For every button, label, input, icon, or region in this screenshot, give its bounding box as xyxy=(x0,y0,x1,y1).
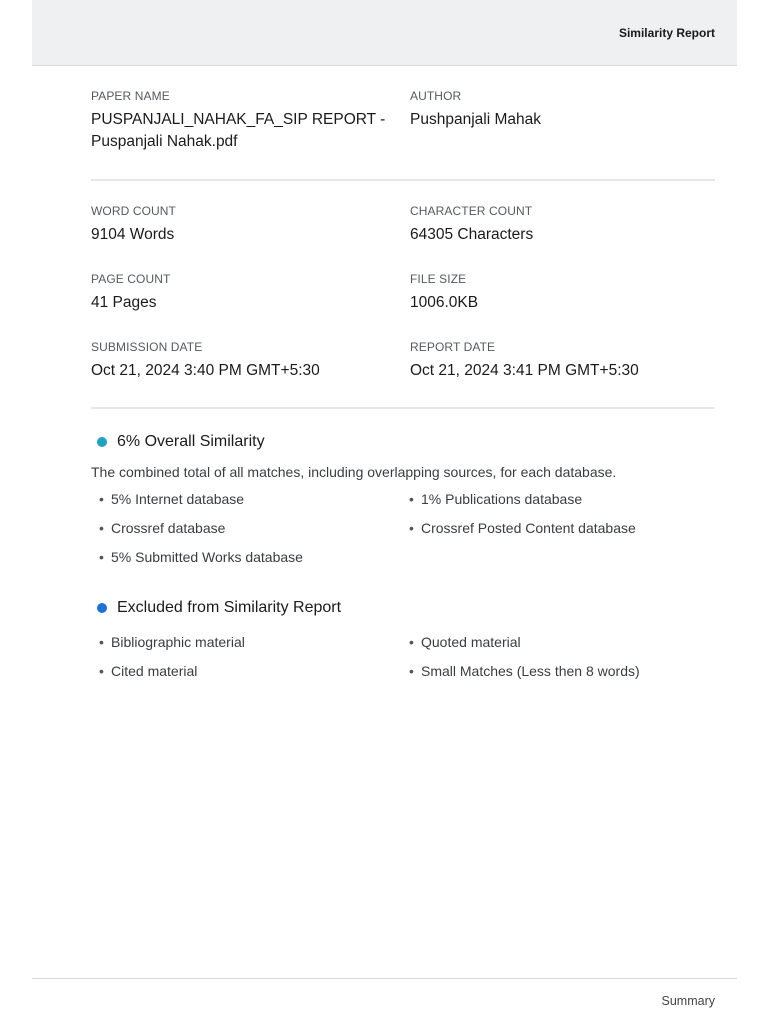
excluded-heading-text: Excluded from Similarity Report xyxy=(117,599,342,616)
report-date-value: Oct 21, 2024 3:41 PM GMT+5:30 xyxy=(410,362,639,379)
submission-date-label: SUBMISSION DATE xyxy=(91,340,203,354)
page-count-field xyxy=(91,272,391,314)
list-item: • Quoted material xyxy=(409,634,521,650)
word-count-field xyxy=(91,204,391,246)
divider xyxy=(91,179,715,181)
list-item: • Crossref database xyxy=(99,520,226,536)
paper-name-field xyxy=(91,89,401,153)
list-item: • Small Matches (Less then 8 words) xyxy=(409,663,640,679)
author-label: AUTHOR xyxy=(410,89,462,103)
report-date-field xyxy=(410,340,710,382)
character-count-field xyxy=(410,204,710,246)
paper-name-label: PAPER NAME xyxy=(91,89,170,103)
list-item: • Crossref Posted Content database xyxy=(409,520,636,536)
paper-name-value: PUSPANJALI_NAHAK_FA_SIP REPORT - Puspanjali Nahak.pdf xyxy=(91,111,386,150)
word-count-value: 9104 Words xyxy=(91,226,175,243)
similarity-heading-text: 6% Overall Similarity xyxy=(117,433,265,450)
footer-label: Summary xyxy=(661,994,715,1008)
list-item: • Cited material xyxy=(99,663,198,679)
similarity-heading xyxy=(97,433,265,451)
submission-date-field xyxy=(91,340,391,382)
file-size-value: 1006.0KB xyxy=(410,294,479,311)
page-count-label: PAGE COUNT xyxy=(91,272,171,286)
footer-divider xyxy=(32,978,737,979)
similarity-dot-icon xyxy=(97,437,107,447)
list-item: • 5% Submitted Works database xyxy=(99,549,303,565)
excluded-dot-icon xyxy=(97,603,107,613)
submission-date-value: Oct 21, 2024 3:40 PM GMT+5:30 xyxy=(91,362,320,379)
list-item: • 1% Publications database xyxy=(409,491,583,507)
excluded-heading xyxy=(97,599,341,617)
word-count-label: WORD COUNT xyxy=(91,204,176,218)
report-title: Similarity Report xyxy=(618,26,715,40)
report-header xyxy=(32,0,737,66)
report-page xyxy=(32,0,737,1024)
list-item: • Bibliographic material xyxy=(99,634,245,650)
file-size-label: FILE SIZE xyxy=(410,272,467,286)
page-count-value: 41 Pages xyxy=(91,294,157,311)
divider xyxy=(91,407,715,409)
file-size-field xyxy=(410,272,710,314)
author-field xyxy=(410,89,710,131)
list-item: • 5% Internet database xyxy=(99,491,245,507)
character-count-value: 64305 Characters xyxy=(410,226,534,243)
report-date-label: REPORT DATE xyxy=(410,340,496,354)
author-value: Pushpanjali Mahak xyxy=(410,111,541,128)
character-count-label: CHARACTER COUNT xyxy=(410,204,533,218)
similarity-description: The combined total of all matches, including overlapping sources, for each database. xyxy=(91,464,617,480)
